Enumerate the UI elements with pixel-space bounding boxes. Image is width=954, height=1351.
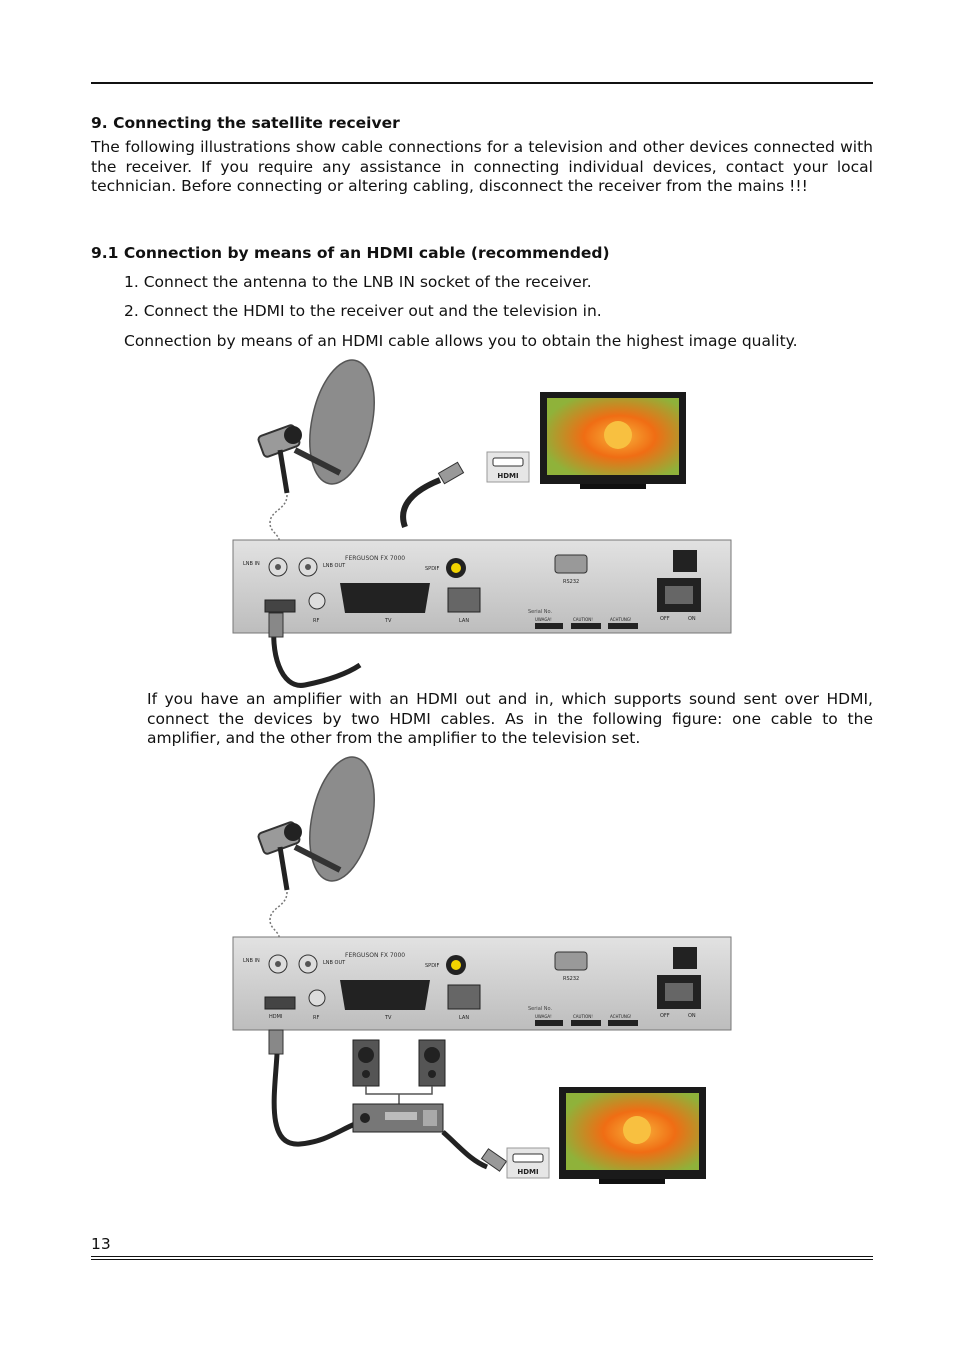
lan-label: LAN (459, 618, 470, 624)
lan-label: LAN (459, 1015, 470, 1021)
footer-rule (91, 1259, 873, 1260)
step-1: 1. Connect the antenna to the LNB IN socket of the receiver. (124, 273, 592, 291)
receiver-back-panel (233, 540, 731, 633)
subsection-title: 9.1 Connection by means of an HDMI cable (recommended) (91, 244, 610, 262)
figure-hdmi-connection (225, 355, 745, 690)
achtung-label: ACHTUNG! (610, 1014, 632, 1019)
spdif-label: SPDIF (425, 566, 440, 572)
spdif-label: SPDIF (425, 963, 440, 969)
hdmi-cable-amplifier (274, 1054, 355, 1144)
uwaga-label: UWAGA! (535, 1014, 552, 1019)
television-icon (559, 1087, 706, 1184)
section-title: 9. Connecting the satellite receiver (91, 114, 400, 132)
page-number: 13 (91, 1235, 111, 1253)
hdmi-badge-icon (507, 1148, 549, 1178)
lnb-out-label: LNB OUT (323, 563, 346, 569)
hdmi-cable-tv (403, 480, 440, 527)
section-intro: The following illustrations show cable connections for a television and other devices connected with the receiver. If you require any assistance in connecting individual devices, contact your local technician. Before connecting or altering cabling, disconnect the receiver from the mains !!! (91, 138, 873, 195)
hdmi-badge-label: HDMI (517, 1168, 539, 1176)
amplifier-instructions: If you have an amplifier with an HDMI out and in, which supports sound sent over HDMI, connect the devices by two HDMI cables. As in the following figure: one cable to the amplifier, and the other from the amplifier to the television set. (147, 690, 873, 747)
brand-label: FERGUSON FX 7000 (345, 952, 406, 959)
footer-rule (91, 1256, 873, 1257)
figure-amplifier-connection (225, 752, 745, 1192)
tv-scart-label: TV (385, 618, 392, 624)
caution-label: CAUTION! (573, 1014, 593, 1019)
television-icon (540, 392, 686, 489)
uwaga-label: UWAGA! (535, 617, 552, 622)
lnb-in-label: LNB IN (243, 561, 260, 567)
off-label: OFF (660, 616, 670, 622)
rs232-label: RS232 (563, 579, 580, 585)
satellite-dish-icon (257, 355, 384, 545)
caution-label: CAUTION! (573, 617, 593, 622)
lnb-out-label: LNB OUT (323, 960, 346, 966)
hdmi-port-label: HDMI (269, 1014, 283, 1020)
hdmi-cable-tv (443, 1132, 487, 1167)
rf-label: RF (313, 618, 320, 624)
on-label: ON (688, 616, 696, 622)
hdmi-quality-note: Connection by means of an HDMI cable allows you to obtain the highest image quality. (124, 332, 798, 350)
hdmi-badge-icon (487, 452, 529, 482)
header-rule (91, 82, 873, 84)
on-label: ON (688, 1013, 696, 1019)
satellite-dish-icon (257, 752, 384, 942)
amplifier-icon (353, 1104, 443, 1132)
rf-label: RF (313, 1015, 320, 1021)
brand-label: FERGUSON FX 7000 (345, 555, 406, 562)
rs232-label: RS232 (563, 976, 580, 982)
off-label: OFF (660, 1013, 670, 1019)
speaker-icon (353, 1040, 379, 1086)
serial-label: Serial No. (528, 1006, 553, 1012)
lnb-in-label: LNB IN (243, 958, 260, 964)
speaker-icon (419, 1040, 445, 1086)
step-2: 2. Connect the HDMI to the receiver out and the television in. (124, 302, 602, 320)
serial-label: Serial No. (528, 609, 553, 615)
tv-scart-label: TV (385, 1015, 392, 1021)
achtung-label: ACHTUNG! (610, 617, 632, 622)
receiver-back-panel (233, 937, 731, 1030)
hdmi-badge-label: HDMI (497, 472, 519, 480)
